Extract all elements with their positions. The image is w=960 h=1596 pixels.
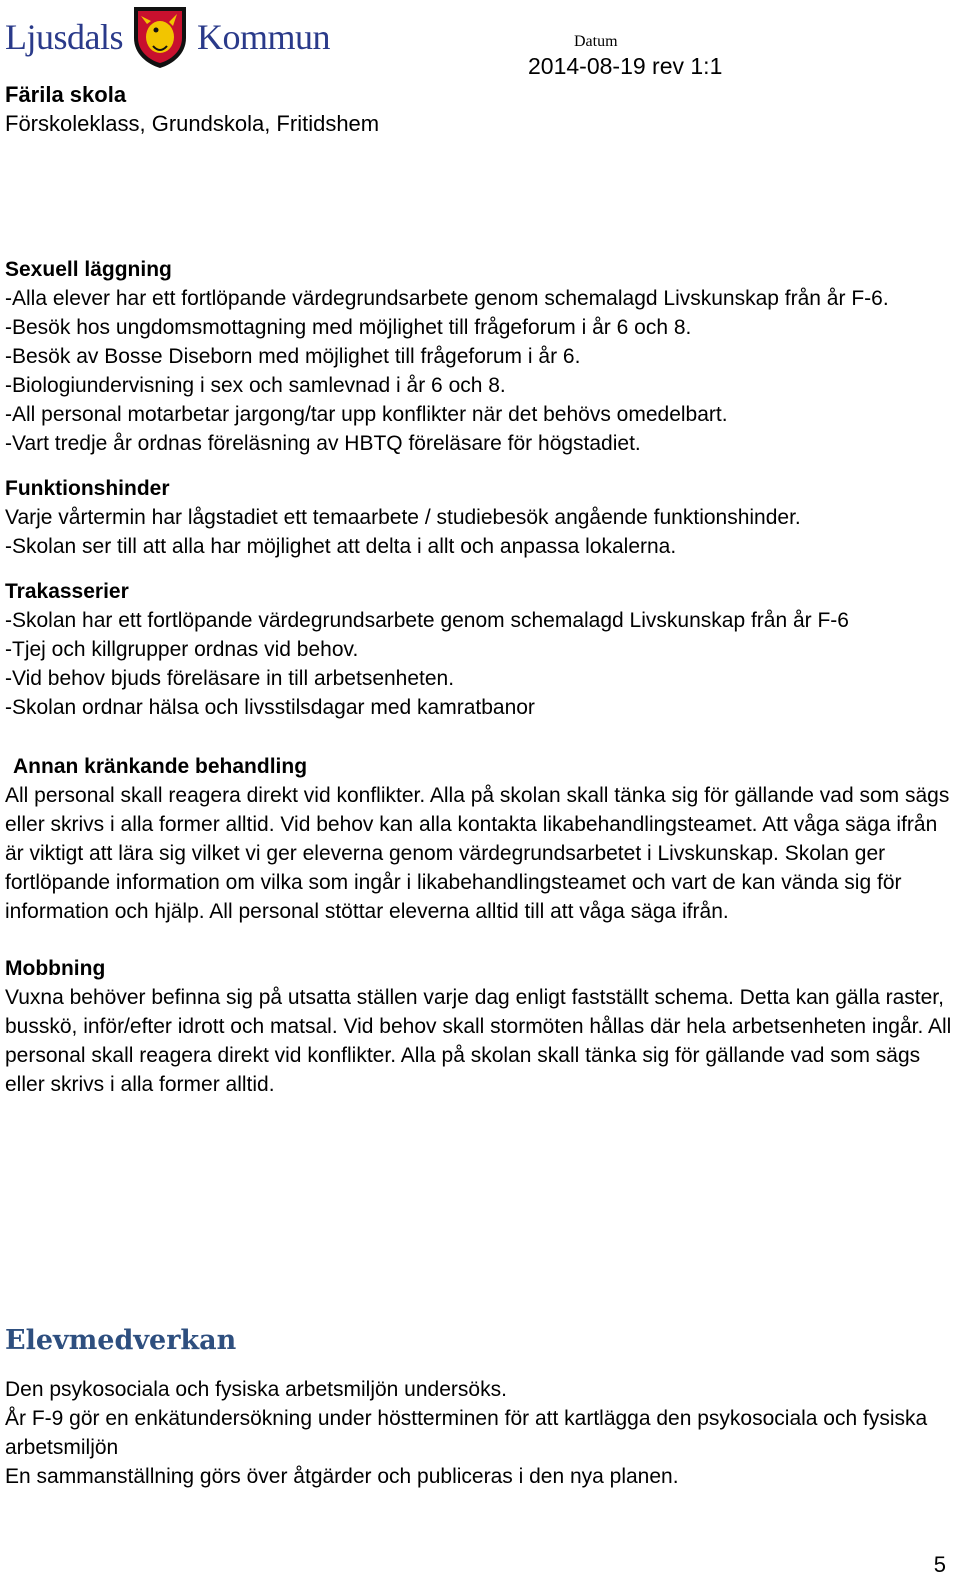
- section-annan-krankande: [5, 752, 957, 926]
- paragraph-line: -Vart tredje år ordnas föreläsning av HBTQ föreläsare för högstadiet.: [5, 432, 641, 455]
- paragraph-line: -All personal motarbetar jargong/tar upp konflikter när det behövs omedelbart.: [5, 403, 728, 426]
- date-value: 2014-08-19 rev 1:1: [528, 53, 723, 79]
- logo-text-right: Kommun: [197, 17, 331, 57]
- section-mobbning: [5, 954, 957, 1099]
- section-sexuell-laggning: [5, 255, 957, 458]
- elevmedverkan-body: [5, 1375, 945, 1491]
- paragraph-line: -Vid behov bjuds föreläsare in till arbetsenheten.: [5, 667, 455, 690]
- section-heading: Funktionshinder: [5, 477, 170, 500]
- section-funktionshinder: [5, 474, 957, 561]
- paragraph-line: Den psykosociala och fysiska arbetsmiljön undersöks.: [5, 1378, 507, 1401]
- paragraph-line: -Skolan ser till att alla har möjlighet att delta i allt och anpassa lokalerna.: [5, 535, 677, 558]
- school-subtitle: Förskoleklass, Grundskola, Fritidshem: [5, 111, 380, 136]
- section-heading: Sexuell läggning: [5, 258, 172, 281]
- section-heading: Trakasserier: [5, 580, 129, 603]
- paragraph-line: -Besök av Bosse Diseborn med möjlighet till frågeforum i år 6.: [5, 345, 581, 368]
- paragraph-line: År F-9 gör en enkätundersökning under höstterminen för att kartlägga den psykosociala och fysiska arbetsmiljön: [5, 1407, 928, 1459]
- paragraph: All personal skall reagera direkt vid konflikter. Alla på skolan skall tänka sig för gällande vad som sägs eller skrivs i alla former alltid. Vid behov kan alla kontakta likabehandlingsteamet. Att våga säga ifrån är viktigt att lära sig vilket vi ger eleverna genom värdegrundsarbetet i Livskunskap. Skolan ger fortlöpande information om vilka som ingår i likabehandlingsteamet och vart de kan vända sig för information och hjälp. All personal stöttar eleverna alltid till att våga säga ifrån.: [5, 784, 950, 923]
- page-number: 5: [933, 1552, 946, 1577]
- paragraph-line: -Besök hos ungdomsmottagning med möjlighet till frågeforum i år 6 och 8.: [5, 316, 692, 339]
- paragraph-line: -Skolan har ett fortlöpande värdegrundsarbete genom schemalagd Livskunskap från år F-6: [5, 609, 849, 632]
- paragraph-line: Varje vårtermin har lågstadiet ett temaarbete / studiebesök angående funktionshinder.: [5, 506, 801, 529]
- logo-text-left: Ljusdals: [5, 17, 123, 57]
- paragraph-line: -Biologiundervisning i sex och samlevnad i år 6 och 8.: [5, 374, 506, 397]
- school-name: Färila skola: [5, 82, 127, 107]
- section-trakasserier: [5, 577, 957, 722]
- coat-of-arms-icon: [131, 4, 189, 70]
- elevmedverkan-heading: Elevmedverkan: [5, 1325, 237, 1356]
- document-body: [5, 255, 957, 1099]
- section-heading: Annan kränkande behandling: [13, 755, 308, 778]
- paragraph-line: -Alla elever har ett fortlöpande värdegrundsarbete genom schemalagd Livskunskap från år F-6.: [5, 287, 889, 310]
- paragraph-line: -Skolan ordnar hälsa och livsstilsdagar med kamratbanor: [5, 696, 535, 719]
- section-heading: Mobbning: [5, 957, 106, 980]
- paragraph: Vuxna behöver befinna sig på utsatta ställen varje dag enligt fastställt schema. Detta kan gälla raster, busskö, inför/efter idrott och matsal. Vid behov skall stormöten hållas där hela arbetsenheten ingår. All personal skall reagera direkt vid konflikter. Alla på skolan skall tänka sig för gällande vad som sägs eller skrivs i alla former alltid.: [5, 986, 952, 1096]
- date-label: Datum: [574, 33, 618, 50]
- municipality-logo: [5, 4, 330, 70]
- paragraph-line: En sammanställning görs över åtgärder och publiceras i den nya planen.: [5, 1465, 679, 1488]
- paragraph-line: -Tjej och killgrupper ordnas vid behov.: [5, 638, 359, 661]
